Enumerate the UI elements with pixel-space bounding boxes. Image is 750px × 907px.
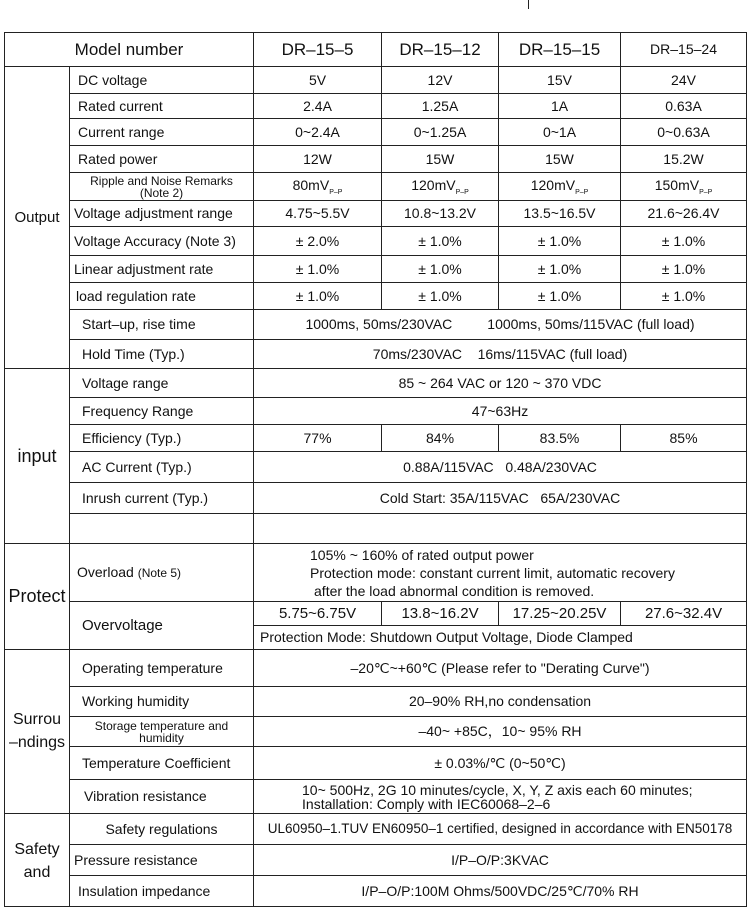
overload-line: 105% ~ 160% of rated output power [310, 546, 534, 563]
value-cell [382, 173, 499, 201]
param-label: Hold Time (Typ.) [70, 340, 254, 369]
vibration-line: Installation: Comply with IEC60068–2–6 [302, 795, 551, 812]
table-row [5, 425, 747, 452]
param-label: Safety regulations [70, 814, 254, 845]
value-cell: ± 0.03%/℃ (0~50℃) [254, 747, 747, 780]
value-cell: 1.25A [382, 94, 499, 119]
model-header: DR–15–12 [382, 33, 499, 67]
model-header: DR–15–5 [254, 33, 382, 67]
value-cell: –20℃~+60℃ (Please refer to "Derating Curve") [254, 650, 747, 687]
header-row [5, 33, 747, 67]
table-row [5, 67, 747, 94]
table-row [5, 876, 747, 907]
table-row [5, 398, 747, 425]
table-row [5, 687, 747, 717]
value-cell: UL60950–1.TUV EN60950–1 certified, designed in accordance with EN50178 [254, 814, 747, 845]
vibration-line: 10~ 500Hz, 2G 10 minutes/cycle, X, Y, Z axis each 60 minutes; [302, 781, 693, 798]
value-cell: 15W [382, 146, 499, 173]
param-label: load regulation rate [70, 283, 254, 310]
model-number-header: Model number [5, 33, 254, 67]
value-cell: ± 1.0% [621, 256, 747, 283]
value-cell [254, 780, 747, 814]
overload-line: Protection mode: constant current limit, automatic recovery [310, 564, 675, 581]
ripple-value: 80mV [292, 176, 330, 193]
value-cell: 0.63A [621, 94, 747, 119]
value-cell: 13.8~16.2V [382, 602, 499, 626]
value-cell: 1A [499, 94, 621, 119]
ripple-label-note: (Note 2) [139, 185, 184, 200]
value-cell: 15W [499, 146, 621, 173]
value-cell: 1000ms, 50ms/230VAC 1000ms, 50ms/115VAC (full load) [254, 310, 747, 340]
table-row [5, 94, 747, 119]
table-row [5, 602, 747, 626]
empty-cell [70, 514, 254, 544]
param-label: Temperature Coefficient [70, 747, 254, 780]
param-label [70, 717, 254, 747]
param-label: Pressure resistance [70, 845, 254, 876]
param-label: Inrush current (Typ.) [70, 483, 254, 514]
section-safety-line: and [23, 864, 51, 882]
param-label: Frequency Range [70, 398, 254, 425]
table-row [5, 173, 747, 201]
value-cell: 84% [382, 425, 499, 452]
model-header: DR–15–24 [621, 33, 747, 67]
table-row [5, 369, 747, 398]
param-label: AC Current (Typ.) [70, 452, 254, 483]
value-cell [254, 173, 382, 201]
table-row [5, 780, 747, 814]
param-label: Rated current [70, 94, 254, 119]
section-output: Output [5, 67, 70, 369]
ripple-unit: P–P [329, 188, 343, 196]
param-label: Operating temperature [70, 650, 254, 687]
table-row [5, 544, 747, 602]
value-cell: ± 1.0% [621, 227, 747, 256]
table-row [5, 845, 747, 876]
value-cell: 5V [254, 67, 382, 94]
value-cell: 21.6~26.4V [621, 201, 747, 227]
section-surroundings-line: –ndings [8, 733, 66, 751]
storage-label-line: humidity [139, 730, 184, 745]
ripple-unit: P–P [455, 188, 469, 196]
value-cell: 70ms/230VAC 16ms/115VAC (full load) [254, 340, 747, 369]
value-cell: Protection Mode: Shutdown Output Voltage, Diode Clamped [254, 626, 747, 650]
value-cell [254, 544, 747, 602]
value-cell: 27.6~32.4V [621, 602, 747, 626]
section-input: input [5, 369, 70, 544]
value-cell: 77% [254, 425, 382, 452]
value-cell [621, 173, 747, 201]
value-cell: –40~ +85C，10~ 95% RH [254, 717, 747, 747]
table-row [5, 814, 747, 845]
table-row [5, 227, 747, 256]
table-row [5, 283, 747, 310]
value-cell: ± 1.0% [499, 283, 621, 310]
value-cell: 24V [621, 67, 747, 94]
table-row [5, 340, 747, 369]
value-cell: ± 1.0% [382, 256, 499, 283]
ripple-value: 120mV [411, 176, 456, 193]
value-cell: ± 1.0% [621, 283, 747, 310]
value-cell: 0~2.4A [254, 119, 382, 146]
value-cell: 5.75~6.75V [254, 602, 382, 626]
value-cell: 0~1.25A [382, 119, 499, 146]
value-cell: ± 1.0% [254, 283, 382, 310]
value-cell: 10.8~13.2V [382, 201, 499, 227]
section-safety-line: Safety [14, 841, 60, 858]
ripple-value: 120mV [530, 176, 576, 193]
table-row [5, 514, 747, 544]
param-label: Linear adjustment rate [70, 256, 254, 283]
table-row [5, 310, 747, 340]
value-cell: I/P–O/P:3KVAC [254, 845, 747, 876]
value-cell: Cold Start: 35A/115VAC 65A/230VAC [254, 483, 747, 514]
param-label: Voltage range [70, 369, 254, 398]
table-row [5, 256, 747, 283]
spec-table [4, 32, 747, 907]
value-cell: 0.88A/115VAC 0.48A/230VAC [254, 452, 747, 483]
value-cell: 15V [499, 67, 621, 94]
value-cell: 83.5% [499, 425, 621, 452]
section-surroundings-line: Surrou [12, 711, 62, 729]
value-cell: 15.2W [621, 146, 747, 173]
value-cell [499, 173, 621, 201]
value-cell: 85 ~ 264 VAC or 120 ~ 370 VDC [254, 369, 747, 398]
value-cell: ± 2.0% [254, 227, 382, 256]
model-header: DR–15–15 [499, 33, 621, 67]
table-row [5, 119, 747, 146]
ripple-unit: P–P [699, 188, 713, 196]
param-label [70, 544, 254, 602]
param-label: Start–up, rise time [70, 310, 254, 340]
value-cell: 0~0.63A [621, 119, 747, 146]
table-row [5, 201, 747, 227]
value-cell: ± 1.0% [382, 283, 499, 310]
overload-label: Overload [77, 564, 134, 581]
table-row [5, 452, 747, 483]
param-label: Voltage Accuracy (Note 3) [70, 227, 254, 256]
value-cell: ± 1.0% [254, 256, 382, 283]
section-surroundings [5, 650, 70, 814]
value-cell: 0~1A [499, 119, 621, 146]
overload-line: after the load abnormal condition is removed. [314, 582, 595, 599]
empty-cell [254, 514, 747, 544]
param-label: Voltage adjustment range [70, 201, 254, 227]
value-cell: 13.5~16.5V [499, 201, 621, 227]
param-label: Working humidity [70, 687, 254, 717]
value-cell: 12V [382, 67, 499, 94]
overload-note: (Note 5) [137, 566, 182, 581]
value-cell: ± 1.0% [499, 227, 621, 256]
table-row [5, 650, 747, 687]
top-tick-mark [528, 0, 529, 9]
value-cell: 2.4A [254, 94, 382, 119]
section-protect: Protect [5, 544, 70, 650]
table-row [5, 747, 747, 780]
param-label: Vibration resistance [70, 780, 254, 814]
ripple-value: 150mV [654, 176, 700, 193]
table-row [5, 146, 747, 173]
storage-label-line: Storage temperature and [94, 718, 229, 733]
param-label: Rated power [70, 146, 254, 173]
value-cell: 12W [254, 146, 382, 173]
value-cell: 85% [621, 425, 747, 452]
param-label [70, 173, 254, 201]
param-label: Current range [70, 119, 254, 146]
param-label: Efficiency (Typ.) [70, 425, 254, 452]
value-cell: 47~63Hz [254, 398, 747, 425]
param-label: DC voltage [70, 67, 254, 94]
param-label: Overvoltage [70, 602, 254, 650]
param-label: Insulation impedance [70, 876, 254, 907]
value-cell: ± 1.0% [499, 256, 621, 283]
value-cell: 17.25~20.25V [499, 602, 621, 626]
value-cell: 4.75~5.5V [254, 201, 382, 227]
ripple-label-line: Ripple and Noise Remarks [90, 173, 233, 188]
value-cell: ± 1.0% [382, 227, 499, 256]
value-cell: 20–90% RH,no condensation [254, 687, 747, 717]
ripple-unit: P–P [575, 188, 589, 196]
table-row [5, 483, 747, 514]
value-cell: I/P–O/P:100M Ohms/500VDC/25℃/70% RH [254, 876, 747, 907]
table-row [5, 717, 747, 747]
